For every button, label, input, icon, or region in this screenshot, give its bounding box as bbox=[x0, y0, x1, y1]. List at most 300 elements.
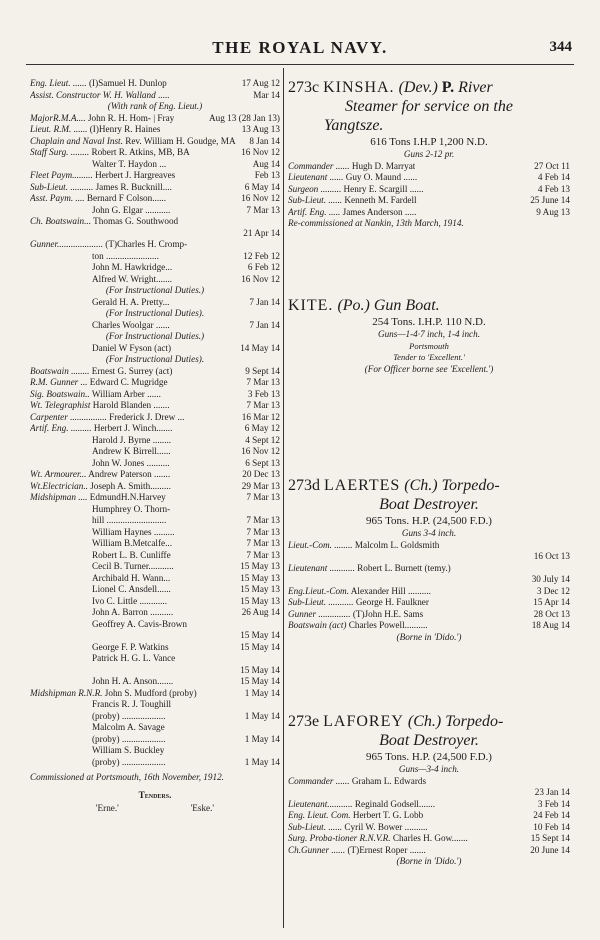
officer-entry bbox=[30, 412, 184, 424]
officer-name: George F. P. Watkins bbox=[92, 641, 169, 652]
officer-row bbox=[30, 481, 280, 493]
officer-row bbox=[30, 515, 280, 527]
officer-entry bbox=[30, 400, 170, 412]
ship-class: (Ch.) bbox=[407, 713, 442, 730]
seniority-date: 8 Jan 14 bbox=[249, 135, 280, 146]
officer-entry bbox=[288, 551, 350, 563]
seniority-date bbox=[277, 504, 280, 516]
officer-entry bbox=[288, 597, 429, 609]
seniority-date: 6 May 14 bbox=[244, 181, 280, 192]
officer-row bbox=[30, 584, 280, 596]
officer-name: Andrew Paterson ....... bbox=[88, 469, 171, 479]
seniority-date: 7 Mar 13 bbox=[246, 492, 280, 502]
seniority-date: 9 Sept 14 bbox=[245, 365, 280, 376]
officer-row bbox=[288, 776, 570, 788]
officer-row bbox=[288, 551, 570, 563]
officer-entry bbox=[288, 776, 426, 788]
seniority-date: 10 Feb 14 bbox=[533, 821, 570, 832]
officer-entry bbox=[288, 822, 428, 834]
officer-rank: Assist. Constructor W. H. Walland bbox=[30, 89, 156, 100]
ship-title bbox=[288, 476, 570, 495]
officer-rank: MajorR.M.A.... bbox=[30, 112, 86, 123]
officer-rank: Sub-Lieut. ...... bbox=[288, 821, 343, 832]
officer-rank: Sub-Lieut. ........... bbox=[288, 597, 354, 607]
seniority-date: 6 Feb 12 bbox=[247, 262, 280, 272]
officer-row bbox=[30, 366, 280, 378]
officer-name: (T)John H.E. Sams bbox=[352, 608, 424, 619]
officer-entry bbox=[288, 620, 428, 632]
ship-type-line: Boat Destroyer. bbox=[379, 496, 479, 513]
officer-name: Cyril W. Bower .......... bbox=[344, 821, 428, 832]
officer-entry bbox=[30, 653, 175, 665]
officer-entry bbox=[288, 563, 451, 575]
ship-type: River bbox=[458, 79, 493, 96]
seniority-date: Feb 13 bbox=[254, 170, 280, 180]
ship-number: 273e bbox=[288, 713, 320, 730]
officer-row bbox=[30, 297, 280, 309]
officer-rank: Boatswain ........ bbox=[30, 365, 90, 376]
seniority-date: 1 May 14 bbox=[244, 756, 280, 767]
officer-entry bbox=[30, 366, 172, 378]
commission-note: Commissioned at Portsmouth, 16th November, 1912. bbox=[30, 772, 224, 782]
ship-specs: 254 Tons. I.H.P. 110 N.D. bbox=[372, 316, 486, 328]
note-line: (For Instructional Duties.) bbox=[105, 285, 205, 295]
ship-guns: Guns—1-4·7 inch, 1-4 inch. bbox=[377, 329, 481, 339]
officer-entry bbox=[30, 458, 170, 470]
officer-entry bbox=[288, 833, 468, 845]
officer-name: John A. Barron .......... bbox=[92, 607, 174, 617]
officer-name: Lionel C. Ansdell...... bbox=[92, 584, 171, 594]
ship-entry-laforey bbox=[288, 712, 570, 868]
seniority-date bbox=[567, 540, 570, 552]
officer-name: Ivo C. Little ............ bbox=[92, 595, 168, 606]
officer-rank: R.M. Gunner ... bbox=[30, 377, 88, 387]
seniority-date: 4 Sept 12 bbox=[245, 434, 280, 445]
officer-name: Harold Blanden ....... bbox=[92, 400, 170, 410]
ship-specs: 616 Tons I.H.P 1,200 N.D. bbox=[370, 136, 488, 148]
officer-entry bbox=[30, 619, 187, 631]
officer-row bbox=[30, 147, 280, 159]
officer-row bbox=[288, 574, 570, 586]
ship-specs: 965 Tons. H.P. (24,500 F.D.) bbox=[366, 751, 492, 763]
officer-rank: Chaplain and Naval Inst. bbox=[30, 135, 123, 146]
ship-note: (Borne in 'Dido.') bbox=[396, 631, 462, 642]
ship-specs: 965 Tons. H.P. (24,500 F.D.) bbox=[366, 515, 492, 527]
officer-entry bbox=[30, 711, 166, 723]
officer-entry bbox=[30, 596, 167, 608]
seniority-date: 7 Jan 14 bbox=[249, 296, 280, 307]
ship-title bbox=[288, 296, 570, 315]
ship-entry-laertes bbox=[288, 476, 570, 643]
seniority-date: 15 Sept 14 bbox=[530, 833, 570, 843]
officer-name: Kenneth M. Fardell bbox=[344, 195, 417, 205]
officer-entry bbox=[30, 607, 173, 619]
officer-row bbox=[30, 274, 280, 286]
officer-entry bbox=[288, 810, 423, 822]
officer-entry bbox=[30, 435, 171, 447]
seniority-date: 3 Feb 14 bbox=[537, 798, 570, 809]
officer-entry bbox=[30, 389, 161, 401]
officer-entry bbox=[288, 184, 424, 196]
officer-row bbox=[30, 745, 280, 757]
officer-entry bbox=[288, 540, 439, 552]
officer-name: Edward C. Mugridge bbox=[89, 377, 168, 387]
officer-name: George H. Faulkner bbox=[355, 597, 429, 607]
officer-entry bbox=[288, 799, 435, 811]
officer-rank: Fleet Paym......... bbox=[30, 170, 93, 180]
seniority-date: 16 Nov 12 bbox=[241, 147, 280, 157]
officer-entry bbox=[30, 159, 166, 171]
officer-name: Archibald H. Wann... bbox=[92, 572, 171, 583]
officer-row bbox=[30, 504, 280, 516]
officer-rank: Artif. Eng. ......... bbox=[30, 423, 92, 433]
left-officer-list bbox=[30, 78, 280, 768]
officer-name: (proby) ................... bbox=[92, 710, 166, 721]
officer-name: Charles Woolgar ...... bbox=[92, 319, 170, 330]
officer-name: Francis R. J. Toughill bbox=[92, 699, 172, 709]
officer-row bbox=[30, 435, 280, 447]
ship-class: (Ch.) bbox=[404, 477, 438, 494]
officer-entry bbox=[288, 207, 416, 219]
seniority-date: 14 May 14 bbox=[240, 342, 280, 353]
officer-name: Patrick H. G. L. Vance bbox=[92, 653, 176, 663]
officer-row bbox=[30, 343, 280, 355]
officer-entry bbox=[30, 665, 92, 677]
seniority-date bbox=[567, 563, 570, 575]
seniority-date: 7 Mar 13 bbox=[246, 377, 280, 387]
officer-name: John W. Jones .......... bbox=[92, 457, 170, 468]
ship-note: (For Officer borne see 'Excellent.') bbox=[364, 363, 494, 374]
officer-entry bbox=[30, 538, 172, 550]
seniority-date: 29 Mar 13 bbox=[241, 480, 280, 491]
seniority-date bbox=[277, 722, 280, 734]
seniority-date: 15 May 14 bbox=[240, 641, 280, 652]
officer-name: Charles H. Gow....... bbox=[392, 833, 468, 843]
seniority-date: 20 Dec 13 bbox=[242, 469, 280, 479]
officer-row bbox=[288, 172, 570, 184]
officer-row bbox=[30, 665, 280, 677]
officer-row bbox=[30, 78, 280, 90]
officer-entry bbox=[30, 193, 166, 205]
officer-entry bbox=[30, 642, 169, 654]
officer-rank: Midshipman R.N.R. bbox=[30, 687, 103, 698]
officer-row bbox=[30, 170, 280, 182]
officer-row bbox=[288, 620, 570, 632]
officer-entry bbox=[30, 469, 170, 481]
ship-class: (Po.) bbox=[337, 297, 370, 314]
tender-name: 'Eske.' bbox=[190, 803, 215, 813]
officer-entry bbox=[30, 113, 174, 125]
seniority-date: 15 May 13 bbox=[240, 584, 280, 594]
officer-entry bbox=[30, 722, 165, 734]
seniority-date: 7 Mar 13 bbox=[246, 538, 280, 548]
seniority-date: 16 Mar 12 bbox=[241, 411, 280, 422]
officer-row bbox=[30, 182, 280, 194]
seniority-date: 15 May 14 bbox=[240, 676, 280, 686]
officer-rank: Gunner.................... bbox=[30, 239, 103, 249]
ship-note: (Borne in 'Dido.') bbox=[396, 856, 462, 866]
officer-name: Alexander Hill .......... bbox=[350, 585, 431, 596]
officer-rank: Gunner .............. bbox=[288, 608, 351, 619]
officer-name: Robert R. Atkins, MB, BA bbox=[91, 147, 190, 157]
ship-title bbox=[288, 78, 570, 97]
officer-row bbox=[30, 262, 280, 274]
seniority-date bbox=[277, 216, 280, 228]
officer-name: Cecil B. Turner........... bbox=[92, 561, 174, 571]
officer-rank: Staff Surg. ........ bbox=[30, 147, 90, 157]
ship-station: Portsmouth bbox=[409, 340, 449, 351]
seniority-date bbox=[277, 745, 280, 757]
officer-row bbox=[30, 596, 280, 608]
officer-rank: Surg. Proba-tioner R.N.V.R. bbox=[288, 833, 391, 843]
officer-entry bbox=[30, 481, 171, 493]
officer-name: Alfred W. Wright....... bbox=[92, 273, 173, 284]
seniority-date: Aug 14 bbox=[252, 158, 280, 169]
seniority-date bbox=[277, 619, 280, 631]
seniority-date: 20 June 14 bbox=[530, 844, 570, 855]
officer-name: William Arber ...... bbox=[91, 388, 161, 399]
officer-row bbox=[288, 609, 570, 621]
officer-entry bbox=[30, 78, 167, 90]
ship-guns: Guns 3-4 inch. bbox=[401, 528, 457, 538]
officer-name: John S. Mudford (proby) bbox=[104, 687, 197, 698]
officer-row bbox=[288, 540, 570, 552]
seniority-date: 7 Mar 13 bbox=[246, 526, 280, 537]
officer-name: Harold J. Byrne ........ bbox=[92, 434, 172, 445]
officer-name: Geoffrey A. Cavis-Brown bbox=[92, 618, 188, 629]
officer-row bbox=[30, 205, 280, 217]
officer-name: Robert L. B. Cunliffe bbox=[92, 549, 171, 560]
officer-row bbox=[30, 550, 280, 562]
seniority-date: Aug 13 (28 Jan 13) bbox=[209, 112, 280, 123]
seniority-date: 16 Nov 12 bbox=[241, 446, 280, 456]
page-title: THE ROYAL NAVY. bbox=[212, 38, 388, 57]
laforey-officer-list bbox=[288, 776, 570, 857]
ship-type-line: Yangtsze. bbox=[324, 117, 384, 134]
seniority-date: 15 May 13 bbox=[240, 595, 280, 606]
seniority-date: 12 Feb 12 bbox=[243, 250, 280, 261]
officer-row bbox=[30, 734, 280, 746]
officer-row bbox=[30, 446, 280, 458]
officer-name: Rev. William H. Goudge, MA bbox=[125, 135, 236, 146]
seniority-date: 21 Apr 14 bbox=[243, 227, 280, 238]
officer-name: Hugh D. Marryat bbox=[351, 160, 416, 171]
seniority-date: 7 Mar 13 bbox=[246, 204, 280, 215]
officer-entry bbox=[30, 274, 172, 286]
ship-note: Re-commissioned at Nankin, 13th March, 1914. bbox=[288, 218, 464, 228]
officer-rank: Wt. Armourer... bbox=[30, 469, 87, 479]
officer-entry bbox=[30, 182, 172, 194]
officer-name: Joseph A. Smith......... bbox=[90, 480, 171, 491]
officer-rank: Wt. Telegraphist bbox=[30, 400, 91, 410]
officer-entry bbox=[288, 845, 426, 857]
seniority-date: 4 Feb 14 bbox=[537, 172, 570, 182]
officer-row bbox=[30, 400, 280, 412]
officer-name: hill .......................... bbox=[92, 515, 167, 525]
officer-entry bbox=[30, 734, 166, 746]
officer-entry bbox=[30, 573, 170, 585]
officer-entry bbox=[30, 239, 187, 251]
officer-entry bbox=[30, 676, 173, 688]
officer-row bbox=[30, 412, 280, 424]
seniority-date: 1 May 14 bbox=[244, 710, 280, 721]
officer-row bbox=[30, 642, 280, 654]
officer-entry bbox=[30, 527, 175, 539]
officer-rank: Sig. Boatswain.. bbox=[30, 388, 90, 399]
officer-name: Herbert J. Hargreaves bbox=[95, 170, 176, 180]
officer-name: Bernard F Colson...... bbox=[86, 193, 167, 203]
officer-rank: Eng. Lieut. ...... bbox=[30, 78, 87, 88]
officer-row bbox=[30, 124, 280, 136]
seniority-date: 27 Oct 11 bbox=[534, 160, 570, 171]
officer-row bbox=[30, 377, 280, 389]
ship-type: Torpedo- bbox=[445, 713, 504, 730]
seniority-date: 13 Aug 13 bbox=[241, 124, 280, 134]
seniority-date: 7 Mar 13 bbox=[246, 515, 280, 525]
officer-name: Daniel W Fyson (act) bbox=[92, 342, 172, 353]
officer-row bbox=[30, 757, 280, 769]
officer-entry bbox=[288, 586, 431, 598]
officer-row bbox=[288, 161, 570, 173]
ship-class: (Dev.) bbox=[398, 79, 438, 96]
officer-rank: Lieutenant ...... bbox=[288, 172, 344, 182]
seniority-date: 25 June 14 bbox=[530, 195, 570, 205]
page-number: 344 bbox=[549, 39, 572, 55]
officer-row bbox=[30, 320, 280, 332]
officer-rank: Boatswain (act) bbox=[288, 620, 347, 630]
seniority-date bbox=[277, 653, 280, 665]
page-header bbox=[0, 38, 600, 62]
officer-row bbox=[30, 193, 280, 205]
note-line: (For Instructional Duties). bbox=[105, 308, 205, 318]
officer-rank: Midshipman .... bbox=[30, 492, 88, 502]
ship-name: LAFOREY bbox=[323, 713, 404, 730]
ship-title bbox=[288, 712, 570, 731]
seniority-date: 16 Nov 12 bbox=[241, 273, 280, 284]
tenders-list bbox=[30, 801, 280, 815]
officer-row bbox=[30, 699, 280, 711]
ship-flag: P. bbox=[441, 79, 455, 96]
officer-entry bbox=[30, 515, 166, 527]
officer-row bbox=[288, 184, 570, 196]
officer-entry bbox=[30, 757, 166, 769]
officer-rank: Carpenter ................ bbox=[30, 411, 107, 422]
officer-rank: Sub-Lieut. ...... bbox=[288, 195, 343, 205]
seniority-date: 16 Nov 12 bbox=[241, 193, 280, 203]
laertes-officer-list bbox=[288, 540, 570, 632]
officer-entry bbox=[288, 574, 350, 586]
officer-entry bbox=[30, 262, 172, 274]
officer-row bbox=[288, 207, 570, 219]
note-line: (For Instructional Duties.) bbox=[105, 331, 205, 341]
ship-entry-kinsha bbox=[288, 78, 570, 230]
officer-name: Guy O. Maund ...... bbox=[345, 172, 418, 182]
officer-entry bbox=[30, 492, 166, 504]
officer-rank: Asst. Paym. .... bbox=[30, 193, 85, 203]
officer-name: ..... bbox=[157, 89, 170, 100]
seniority-date bbox=[277, 699, 280, 711]
officer-entry bbox=[30, 124, 160, 136]
officer-name: Humphrey O. Thorn- bbox=[92, 503, 171, 514]
officer-entry bbox=[30, 90, 169, 102]
officer-row bbox=[30, 676, 280, 688]
officer-entry bbox=[30, 446, 171, 458]
seniority-date: 16 Oct 13 bbox=[533, 551, 570, 561]
seniority-date: 17 Aug 12 bbox=[241, 78, 280, 88]
officer-name: Robert L. Burnett (temy.) bbox=[357, 562, 451, 573]
officer-row bbox=[30, 113, 280, 125]
seniority-date: 23 Jan 14 bbox=[534, 787, 570, 797]
officer-entry bbox=[288, 161, 415, 173]
header-rule bbox=[26, 64, 574, 65]
officer-row bbox=[30, 228, 280, 240]
officer-name: (I)Henry R. Haines bbox=[89, 124, 161, 134]
officer-row bbox=[30, 423, 280, 435]
officer-row bbox=[30, 90, 280, 102]
officer-entry bbox=[30, 550, 171, 562]
kinsha-officer-list bbox=[288, 161, 570, 219]
officer-row bbox=[30, 216, 280, 228]
officer-name: Graham L. Edwards bbox=[351, 775, 427, 786]
ship-type-line: Boat Destroyer. bbox=[379, 732, 479, 749]
officer-row bbox=[30, 389, 280, 401]
officer-row bbox=[30, 619, 280, 631]
officer-row bbox=[288, 799, 570, 811]
officer-row bbox=[30, 653, 280, 665]
officer-row bbox=[288, 822, 570, 834]
seniority-date bbox=[567, 776, 570, 788]
ship-type: Torpedo- bbox=[441, 477, 500, 494]
note-line: (With rank of Eng. Lieut.) bbox=[107, 101, 203, 111]
officer-name: Gerald H. A. Pretty... bbox=[92, 296, 170, 307]
officer-row bbox=[288, 563, 570, 575]
officer-name: Malcolm A. Savage bbox=[92, 722, 165, 732]
officer-name: (proby) ................... bbox=[92, 756, 166, 767]
officer-name: Walter T. Haydon ... bbox=[92, 158, 167, 169]
officer-row bbox=[288, 586, 570, 598]
ship-number: 273c bbox=[288, 79, 320, 96]
ship-guns: Guns—3-4 inch. bbox=[398, 764, 460, 774]
officer-rank: Commander ...... bbox=[288, 775, 350, 786]
tenders-heading: Tenders. bbox=[138, 789, 172, 800]
officer-name: (I)Samuel H. Dunlop bbox=[88, 78, 167, 88]
officer-rank: Lieutenant........... bbox=[288, 798, 353, 809]
officer-row bbox=[30, 469, 280, 481]
officer-name: Herbert T. G. Lobb bbox=[352, 810, 424, 820]
officer-entry bbox=[30, 320, 170, 332]
officer-entry bbox=[30, 699, 171, 711]
ship-guns: Guns 2-12 pr. bbox=[403, 149, 455, 159]
officer-row bbox=[30, 607, 280, 619]
seniority-date: Mar 14 bbox=[253, 89, 280, 100]
officer-name: (T)Ernest Roper ....... bbox=[347, 844, 426, 855]
seniority-date: 15 Apr 14 bbox=[533, 597, 570, 607]
seniority-date: 26 Aug 14 bbox=[241, 607, 280, 617]
seniority-date: 7 Mar 13 bbox=[246, 400, 280, 410]
seniority-date: 4 Feb 13 bbox=[537, 183, 570, 194]
officer-rank: Surgeon ......... bbox=[288, 183, 342, 194]
officer-row bbox=[30, 159, 280, 171]
officer-rank: Lieut. R.M. ...... bbox=[30, 124, 88, 134]
officer-entry bbox=[30, 170, 175, 182]
seniority-date: 6 Sept 13 bbox=[245, 457, 280, 468]
officer-row bbox=[30, 573, 280, 585]
officer-name: John R. H. Hom- | Fray bbox=[87, 112, 175, 123]
officer-row bbox=[30, 239, 280, 251]
seniority-date: 7 Jan 14 bbox=[249, 319, 280, 330]
officer-row bbox=[288, 597, 570, 609]
officer-row bbox=[288, 787, 570, 799]
